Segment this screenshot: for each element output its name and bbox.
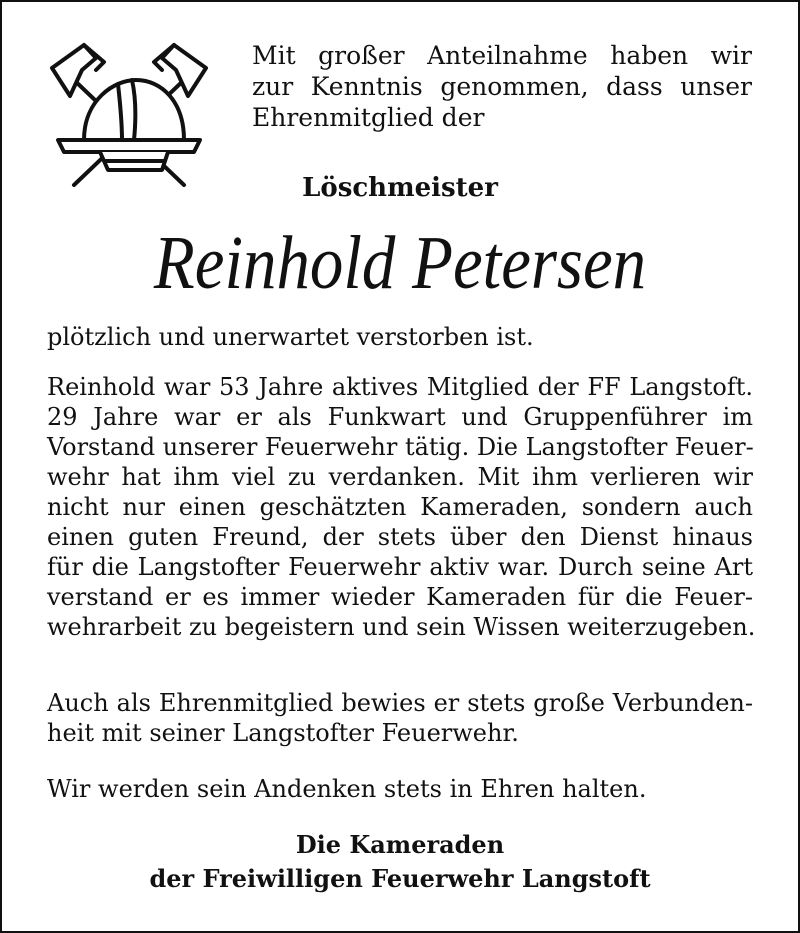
fire-helmet-crossed-axes-icon (44, 40, 214, 190)
intro-line: zur Kenntnis genommen, dass unser (252, 72, 752, 101)
intro-line: Mit großer Anteilnahme haben wir (252, 41, 752, 70)
paragraph-2 (47, 372, 756, 642)
intro-text (252, 40, 752, 133)
intro-line: Ehrenmitglied der (252, 103, 485, 132)
paragraph-line: für die Langstofter Feuerwehr aktiv war. Durch seine Art (47, 553, 753, 581)
paragraph-1 (47, 322, 753, 352)
rank-title: Löschmeister (302, 173, 498, 203)
paragraph-line: Auch als Ehrenmitglied bewies er stets große Verbunden- (47, 689, 753, 717)
paragraph-line: wehrarbeit zu begeistern und sein Wissen weiterzugeben. (47, 613, 756, 641)
paragraph-line: Wir werden sein Andenken stets in Ehren halten. (47, 775, 647, 803)
paragraph-line: verstand er es immer wieder Kameraden für die Feuer- (47, 583, 753, 611)
paragraph-line: einen guten Freund, der stets über den Dienst hinaus (47, 523, 753, 551)
signature-line-2: der Freiwilligen Feuerwehr Langstoft (149, 864, 651, 893)
paragraph-3 (47, 688, 753, 748)
paragraph-4 (47, 774, 753, 804)
paragraph-line: nicht nur einen geschätzten Kameraden, sondern auch (47, 493, 753, 521)
paragraph-line: wehr hat ihm viel zu verdanken. Mit ihm verlieren wir (47, 463, 753, 491)
signature (0, 828, 800, 896)
deceased-name: Reinhold Petersen (153, 221, 647, 305)
paragraph-line: plötzlich und unerwartet verstorben ist. (47, 323, 534, 351)
paragraph-line: 29 Jahre war er als Funkwart und Gruppenführer im (47, 403, 753, 431)
paragraph-line: Vorstand unserer Feuerwehr tätig. Die Langstofter Feuer- (47, 433, 754, 461)
signature-line-1: Die Kameraden (295, 830, 505, 859)
paragraph-line: Reinhold war 53 Jahre aktives Mitglied der FF Langstoft. (47, 373, 753, 401)
paragraph-line: heit mit seiner Langstofter Feuerwehr. (47, 719, 519, 747)
